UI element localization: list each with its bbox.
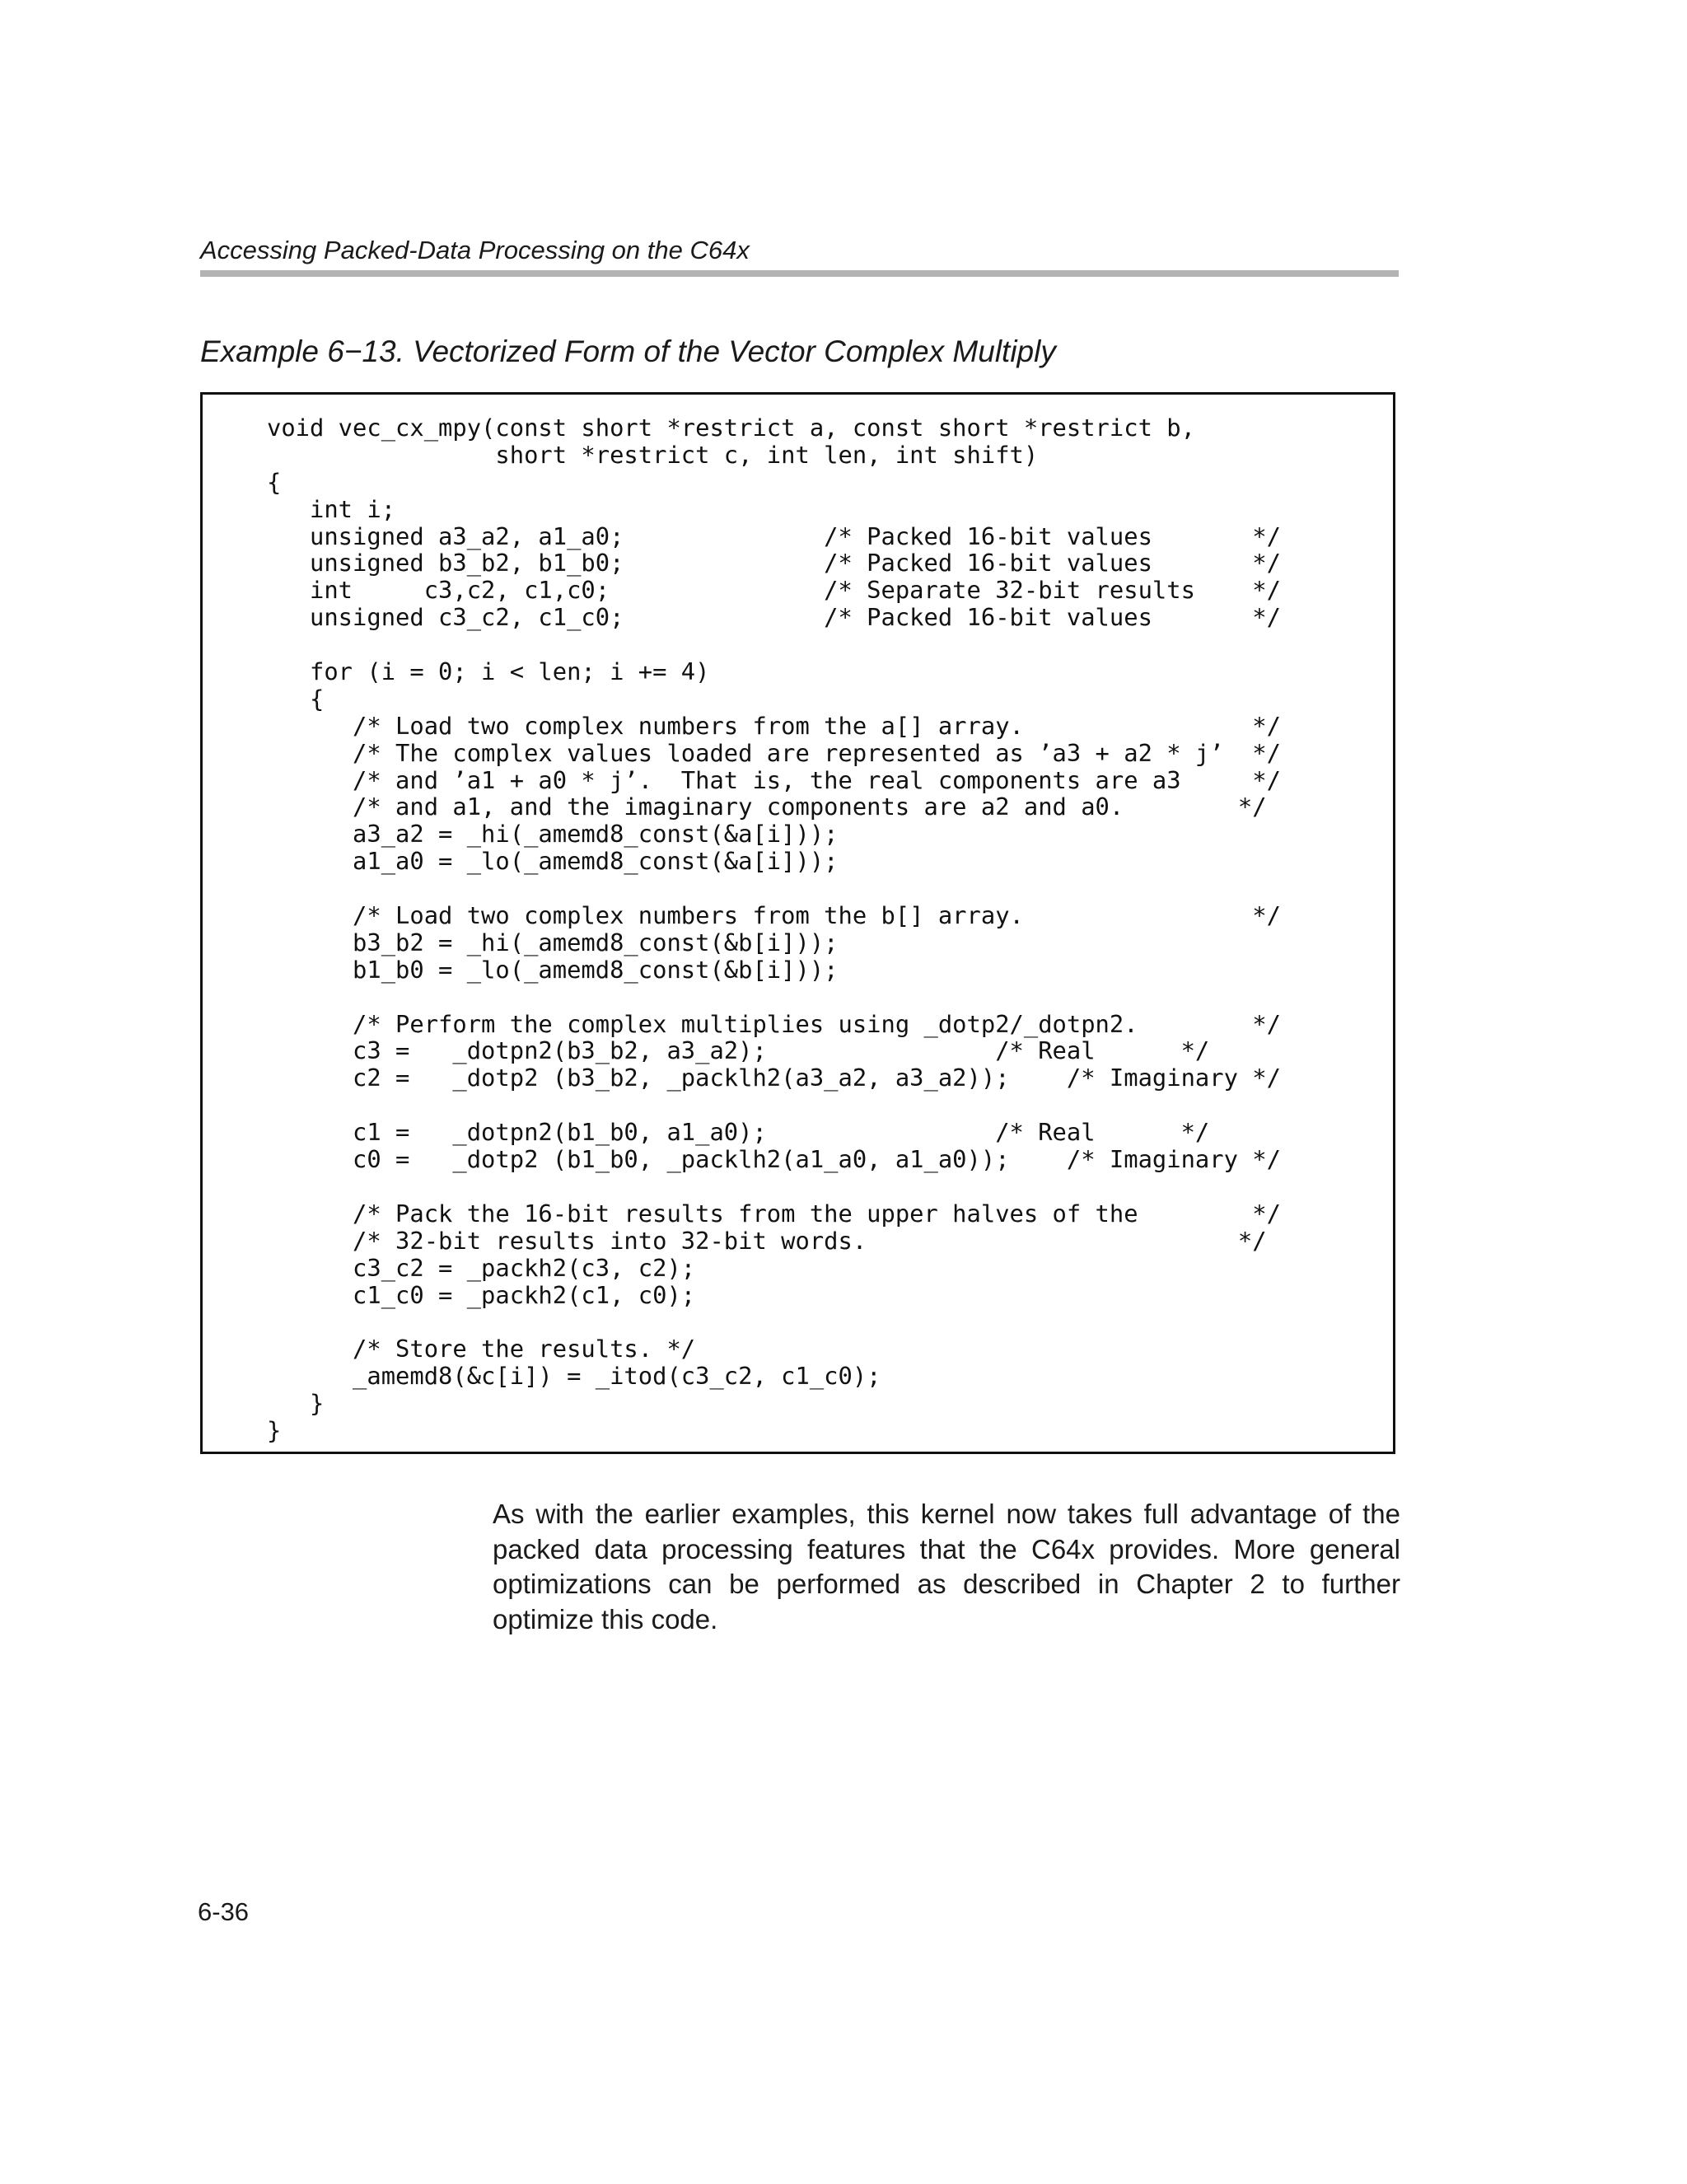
code-line: /* and a1, and the imaginary components are a2 and a0. */ — [267, 793, 1267, 821]
code-line: c2 = _dotp2 (b3_b2, _packlh2(a3_a2, a3_a2)); /* Imaginary */ — [267, 1064, 1281, 1092]
code-line: } — [267, 1415, 282, 1444]
running-header: Accessing Packed-Data Processing on the C64x — [200, 236, 750, 264]
code-line: c0 = _dotp2 (b1_b0, _packlh2(a1_a0, a1_a0)); /* Imaginary */ — [267, 1145, 1281, 1174]
code-line: unsigned a3_a2, a1_a0; /* Packed 16-bit values */ — [267, 521, 1281, 550]
code-line: void vec_cx_mpy(const short *restrict a, const short *restrict b, — [267, 414, 1195, 442]
code-line: { — [267, 684, 325, 713]
code-line — [267, 875, 1281, 902]
code-line: unsigned b3_b2, b1_b0; /* Packed 16-bit values */ — [267, 549, 1281, 578]
code-line: /* 32-bit results into 32-bit words. */ — [267, 1226, 1267, 1255]
code-line: b1_b0 = _lo(_amemd8_const(&b[i])); — [267, 955, 839, 984]
code-line: int c3,c2, c1,c0; /* Separate 32-bit results */ — [267, 576, 1281, 605]
code-line: b3_b2 = _hi(_amemd8_const(&b[i])); — [267, 928, 839, 956]
example-title: Example 6−13. Vectorized Form of the Vector Complex Multiply — [200, 334, 1056, 368]
code-line: a1_a0 = _lo(_amemd8_const(&a[i])); — [267, 847, 839, 876]
code-line: c3_c2 = _packh2(c3, c2); — [267, 1253, 696, 1282]
code-line: /* Store the results. */ — [267, 1335, 696, 1363]
code-listing — [267, 414, 1281, 1444]
page-number: 6-36 — [198, 1897, 250, 1926]
body-paragraph: As with the earlier examples, this kernel now takes full advantage of the packed data processing features that the C64x provides. More general optimizations can be performed as described in Chapter 2 to further optimize this code. — [493, 1499, 1400, 1634]
code-line — [267, 1173, 1281, 1200]
code-line: c1_c0 = _packh2(c1, c0); — [267, 1280, 696, 1309]
code-line: c3 = _dotpn2(b3_b2, a3_a2); /* Real */ — [267, 1036, 1210, 1065]
code-listing-box — [200, 392, 1395, 1454]
header-rule — [200, 270, 1399, 277]
code-line: /* Load two complex numbers from the b[] array. */ — [267, 901, 1281, 930]
code-line: unsigned c3_c2, c1_c0; /* Packed 16-bit values */ — [267, 603, 1281, 632]
code-line: /* Load two complex numbers from the a[] array. */ — [267, 711, 1281, 740]
code-line: short *restrict c, int len, int shift) — [267, 440, 1039, 469]
code-line — [267, 631, 1281, 658]
code-line: c1 = _dotpn2(b1_b0, a1_a0); /* Real */ — [267, 1118, 1210, 1147]
code-line: /* The complex values loaded are represented as ’a3 + a2 * j’ */ — [267, 738, 1281, 767]
code-line: { — [267, 467, 282, 496]
code-line: int i; — [267, 494, 396, 523]
code-line — [267, 984, 1281, 1011]
code-line: _amemd8(&c[i]) = _itod(c3_c2, c1_c0); — [267, 1362, 881, 1391]
code-line: a3_a2 = _hi(_amemd8_const(&a[i])); — [267, 820, 839, 849]
code-line: /* Perform the complex multiplies using _dotp2/_dotpn2. */ — [267, 1009, 1281, 1038]
code-line: /* Pack the 16-bit results from the upper halves of the */ — [267, 1199, 1281, 1228]
code-line: /* and ’a1 + a0 * j’. That is, the real components are a3 */ — [267, 765, 1281, 794]
code-line: } — [267, 1389, 325, 1418]
code-line — [267, 1308, 1281, 1335]
code-line — [267, 1092, 1281, 1119]
code-line: for (i = 0; i < len; i += 4) — [267, 657, 710, 686]
